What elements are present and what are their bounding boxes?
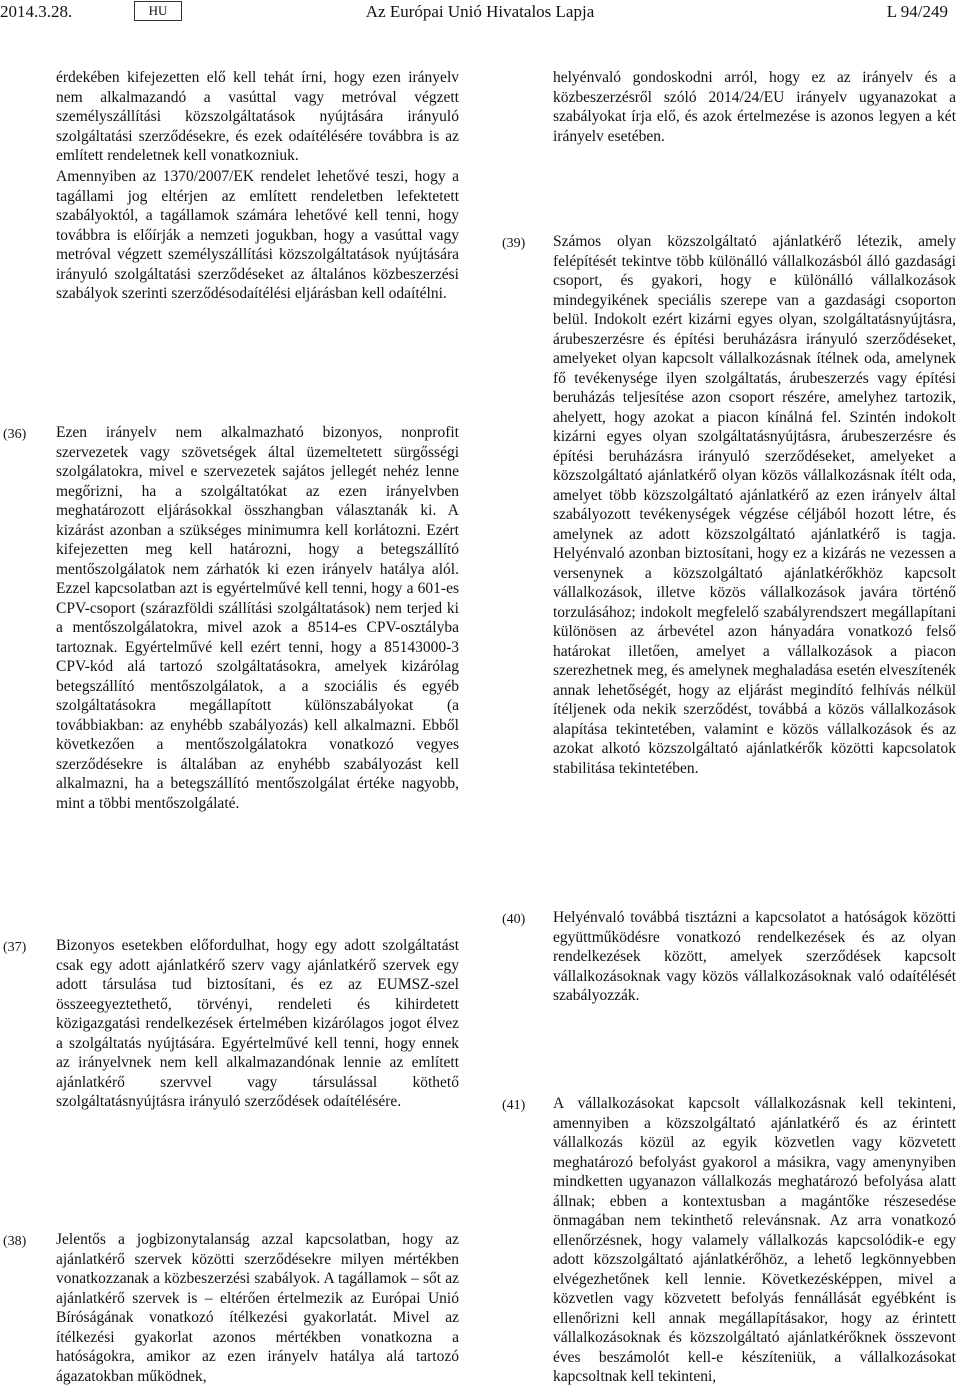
recital-40-text: Helyénvaló továbbá tisztázni a kapcsolatot a hatóságok közötti együttműködésre vonatkozó rendelkezések és az olyan rendelkezések között, amelyek szerződések kapcsolt vállalkozásoknak vagy közös vállalkozásoknak való odaítélését szabályozzák. [553,909,956,1004]
recital-number-38: (38) [3,1234,27,1249]
recital-number-40: (40) [502,912,526,927]
page-reference: L 94/249 [886,2,948,21]
recital-41-text: A vállalkozásokat kapcsolt vállalkozásnak kell tekinteni, amennyiben a közszolgáltató ajánlatkérő és az érintett vállalkozás közül az egyik közvetlen vagy közvetett meghatározó befolyást gyakorol a másikra, vagy amenynyiben mindketten ugyanazon vállalkozás meghatározó befolyása alatt állnak; ebben a kontextusban a magántőke részesedése önmagában nem tekinthető relevánsnak. Az arra vonatkozó ellenőrzésnek, hogy valamely vállalkozás kapcsolódik-e egy adott közszolgáltató ajánlatkérőhöz, a lehető legkönnyebben elvégezhetőnek kell lennie. Következésképpen, mivel a közvetlen vagy közvetett befolyás fennállását egyébként is ellenőrizni kell annak megállapításakor, hogy az érintett vállalkozásoknak és közszolgáltató ajánlatkérőknek összevont éves beszámolót kell-e készíteniük, a vállalkozásokat kapcsoltnak kell tekinteni, [553,1095,956,1385]
recital-35-second-paragraph: Amennyiben az 1370/2007/EK rendelet lehetővé teszi, hogy a tagállami jog eltérjen az említett rendeletben lefektetett szabályoktól, a tagállamok számára lehetővé kell tenni, hogy továbbra is előírják a nemzeti jogukban, hogy a vasúttal vagy metróval végzett személyszállítási közszolgáltatások nyújtására irányuló szolgáltatási szerződéseket az általános közbeszerzési szabályok szerinti szerződésodaítélési eljárásban kell odaítélni. [56,168,459,302]
recital-38-continuation: helyénvaló gondoskodni arról, hogy ez az irányelv és a közbeszerzésről szóló 2014/24/EU irányelv ugyanazokat a szabályokat írja elő, és azok értelmezése is azonos legyen a két irányelv esetében. [553,69,956,145]
recital-37-text: Bizonyos esetekben előfordulhat, hogy egy adott szolgáltatást csak egy adott ajánlatkérő szerv vagy ajánlatkérő szervek egy adott társulása tud biztosítani, és ez az EUMSZ-szel összeegyeztethető, törvényi, rendeleti és kihirdetett közigazgatási rendelkezések értelmében kizárólagos jogot élvez a szolgáltatás nyújtására. Egyértelművé kell tenni, hogy ennek az irányelvnek nem kell alkalmazandónak lennie az említett ajánlatkérő szervvel vagy társulással köthető szolgáltatásnyújtásra irányuló szerződések odaítélésére. [56,937,459,1110]
journal-title: Az Európai Unió Hivatalos Lapja [365,2,595,21]
recital-number-36: (36) [3,427,27,442]
recital-35-continuation: érdekében kifejezetten elő kell tehát írni, hogy ezen irányelv nem alkalmazandó a vasúttal vagy metróval végzett személyszállítási közszolgáltatások nyújtására irányuló szolgáltatási szerződésekre, és ezek odaítélésére továbbra is az említett rendeletnek kell vonatkozniuk. [56,69,459,164]
recital-36-text: Ezen irányelv nem alkalmazható bizonyos, nonprofit szervezetek vagy szövetségek által üzemeltetett sürgősségi szolgálatokra, mivel e szervezetek sajátos jellegét nehéz lenne megőrizni, ha a szolgáltatókat az ezen irányelvben meghatározott eljárásokkal összhangban választanák ki. A kizárást azonban a szükséges minimumra kell korlátozni. Ezért kifejezetten meg kell határozni, hogy a betegszállító mentőszolgálatok nem zárhatók ki ezen irányelv hatálya alól. Ezzel kapcsolatban azt is egyértelművé kell tenni, hogy a 601-es CPV-csoport (szárazföldi szállítási szolgáltatások) nem terjed ki a mentőszolgálatokra, mivel azok a 8514-es CPV-osztályba tartoznak. Egyértelművé kell ezért tenni, hogy a 85143000-3 CPV-kód alá tartozó szolgáltatásokra, amelyek kizárólag betegszállító mentőszolgálatok, a a szociális és egyéb szolgáltatásokra megállapított különszabályokat (a továbbiakban: az enyhébb szabályozás) kell alkalmazni. Ebből következően a mentőszolgálatokra vonatkozó vegyes szerződésekre is általában az enyhébb szabályozást kell alkalmazni, ha a betegszállító mentőszolgálat értéke nagyobb, mint a többi mentőszolgálaté. [56,424,459,812]
recital-39-text: Számos olyan közszolgáltató ajánlatkérő létezik, amely felépítését tekintve több különálló vállalkozásból álló gazdasági csoport, és gyakori, hogy e különálló vállalkozások mindegyikének speciális szerepe van a gazdasági csoporton belül. Indokolt ezért kizárni egyes olyan, szolgáltatásnyújtásra, árubeszerzésre és építési beruházásra irányuló szerződéseket, amelyeket olyan kapcsolt vállalkozásnak ítélnek oda, amelynek fő tevékenysége ilyen szolgáltatás, árubeszerzés vagy építési beruházás teljesítése azon csoport részére, amelyhez tartozik, ahelyett, hogy azokat a piacon kínálná fel. Szintén indokolt kizárni egyes olyan szolgáltatásnyújtásra, árubeszerzésre és építési beruházásra irányuló szerződéseket, amelyeket a közszolgáltató ajánlatkérő olyan közös vállalkozásnak ítélt oda, amelyet több közszolgáltató ajánlatkérő az ezen irányelv által szabályozott tevékenységek végzése céljából hozott létre, és amelynek az adott közszolgáltató ajánlatkérő is tagja. Helyénvaló azonban biztosítani, hogy ez a kizárás ne vezessen a versenynek a közszolgáltató ajánlatkérőkhöz kapcsolt vállalkozások, illetve közös vállalkozások javára történő torzulásához; indokolt megfelelő szabályrendszert megállapítani különösen az árbevétel azon hányadára vonatkozó felső határokat illetően, amelyet a vállalkozások a piacon szerezhetnek meg, és amelynek meghaladása esetén elveszítenék annak lehetőségét, hogy az eljárást megindító felhívás nélkül ítéljenek oda nekik szerződést, továbbá a közös vállalkozások alapítása tekintetében, valamint e közös vállalkozások és az azokat alkotó közszolgáltató ajánlatkérők közötti kapcsolatok stabilitása tekintetében. [553,233,956,777]
language-code-box: HU [134,1,182,21]
recital-number-41: (41) [502,1098,526,1113]
recital-number-39: (39) [502,236,526,251]
recital-38-text: Jelentős a jogbizonytalanság azzal kapcsolatban, hogy az ajánlatkérő szervek közötti szerződésekre milyen mértékben vonatkozzanak a közbeszerzési szabályok. A tagállamok – sőt az ajánlatkérő szervek is – eltérően értelmezik az Európai Unió Bíróságának vonatkozó ítélkezési gyakorlatát. Mivel az ítélkezési gyakorlat azonos mértékben vonatkozna a hatóságokra, amikor az ezen irányelv hatálya alá tartozó ágazatokban működnek, [56,1231,459,1385]
recital-number-37: (37) [3,940,27,955]
publication-date: 2014.3.28. [0,2,73,21]
